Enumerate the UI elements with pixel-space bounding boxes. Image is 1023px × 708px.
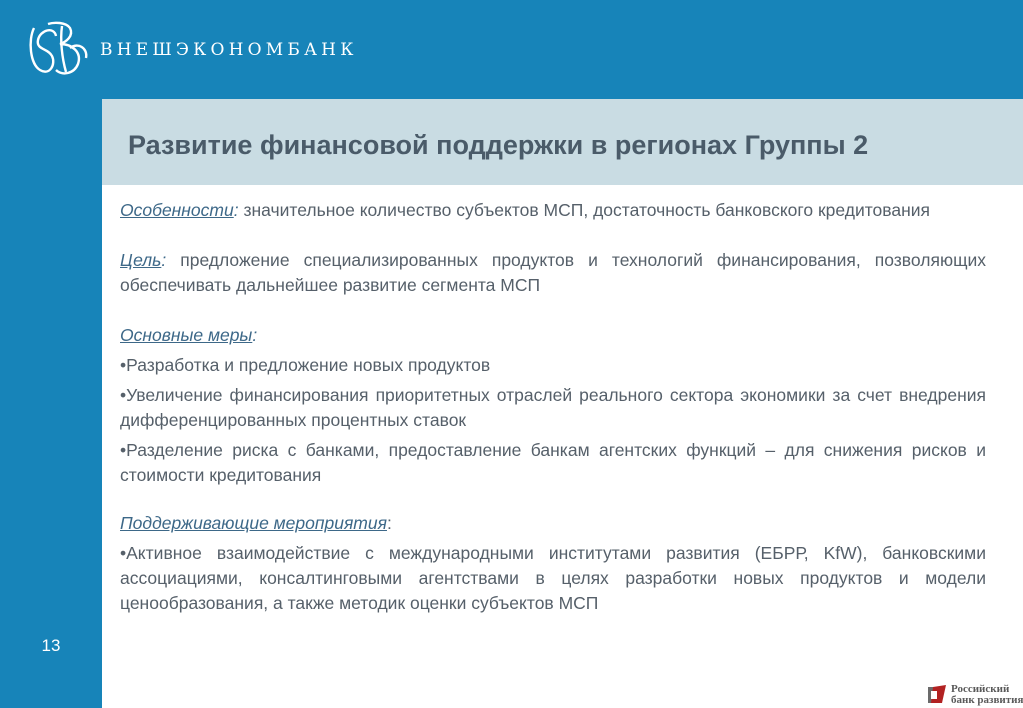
goal-text: предложение специализированных продуктов и технологий финансирования, позволяющих обеспечивать дальнейшее развитие сегмента МСП [120,250,986,295]
measures-item: •Увеличение финансирования приоритетных отраслей реального сектора экономики за счет внедрения дифференцированных процентных ставок [120,385,986,430]
measures-item: •Разделение риска с банками, предоставление банкам агентских функций – для снижения рисков и стоимости кредитования [120,440,986,485]
bank-name: ВНЕШЭКОНОМБАНК [100,40,358,60]
footer-logo-line2: банк развития [951,694,1023,706]
goal-label-colon: : [161,250,167,270]
features-label-colon: : [233,200,239,220]
features-label: Особенности [120,200,234,220]
header-bar [0,0,1023,99]
slide-title: Развитие финансовой поддержки в регионах Группы 2 [128,130,869,160]
veb-monogram-logo [26,18,90,78]
supporting-item: •Активное взаимодействие с международными институтами развития (ЕБРР, KfW), банковскими ассоциациями, консалтинговыми агентствами в целях разработки новых продуктов и модели ценообразования, а также методик оценки субъектов МСП [120,543,986,613]
page-number: 13 [41,636,61,655]
slide-content [120,198,986,616]
title-band [102,99,1023,185]
supporting-label: Поддерживающие мероприятия [120,513,387,533]
left-sidebar-bar [0,99,102,708]
measures-label: Основные меры [120,325,253,345]
russian-development-bank-mark-icon [928,685,946,705]
footer-bank-name [951,684,1023,706]
features-paragraph [120,198,986,223]
supporting-heading [120,511,986,536]
measures-heading [120,323,986,348]
features-text: значительное количество субъектов МСП, достаточность банковского кредитования [238,200,931,220]
footer-logo [926,683,1023,708]
measures-label-colon: : [252,325,258,345]
goal-label: Цель [120,250,162,270]
measures-item: •Разработка и предложение новых продуктов [120,355,491,375]
supporting-label-colon: : [386,513,392,533]
goal-paragraph [120,248,986,298]
footer-logo-line1: Российский [951,683,1010,695]
